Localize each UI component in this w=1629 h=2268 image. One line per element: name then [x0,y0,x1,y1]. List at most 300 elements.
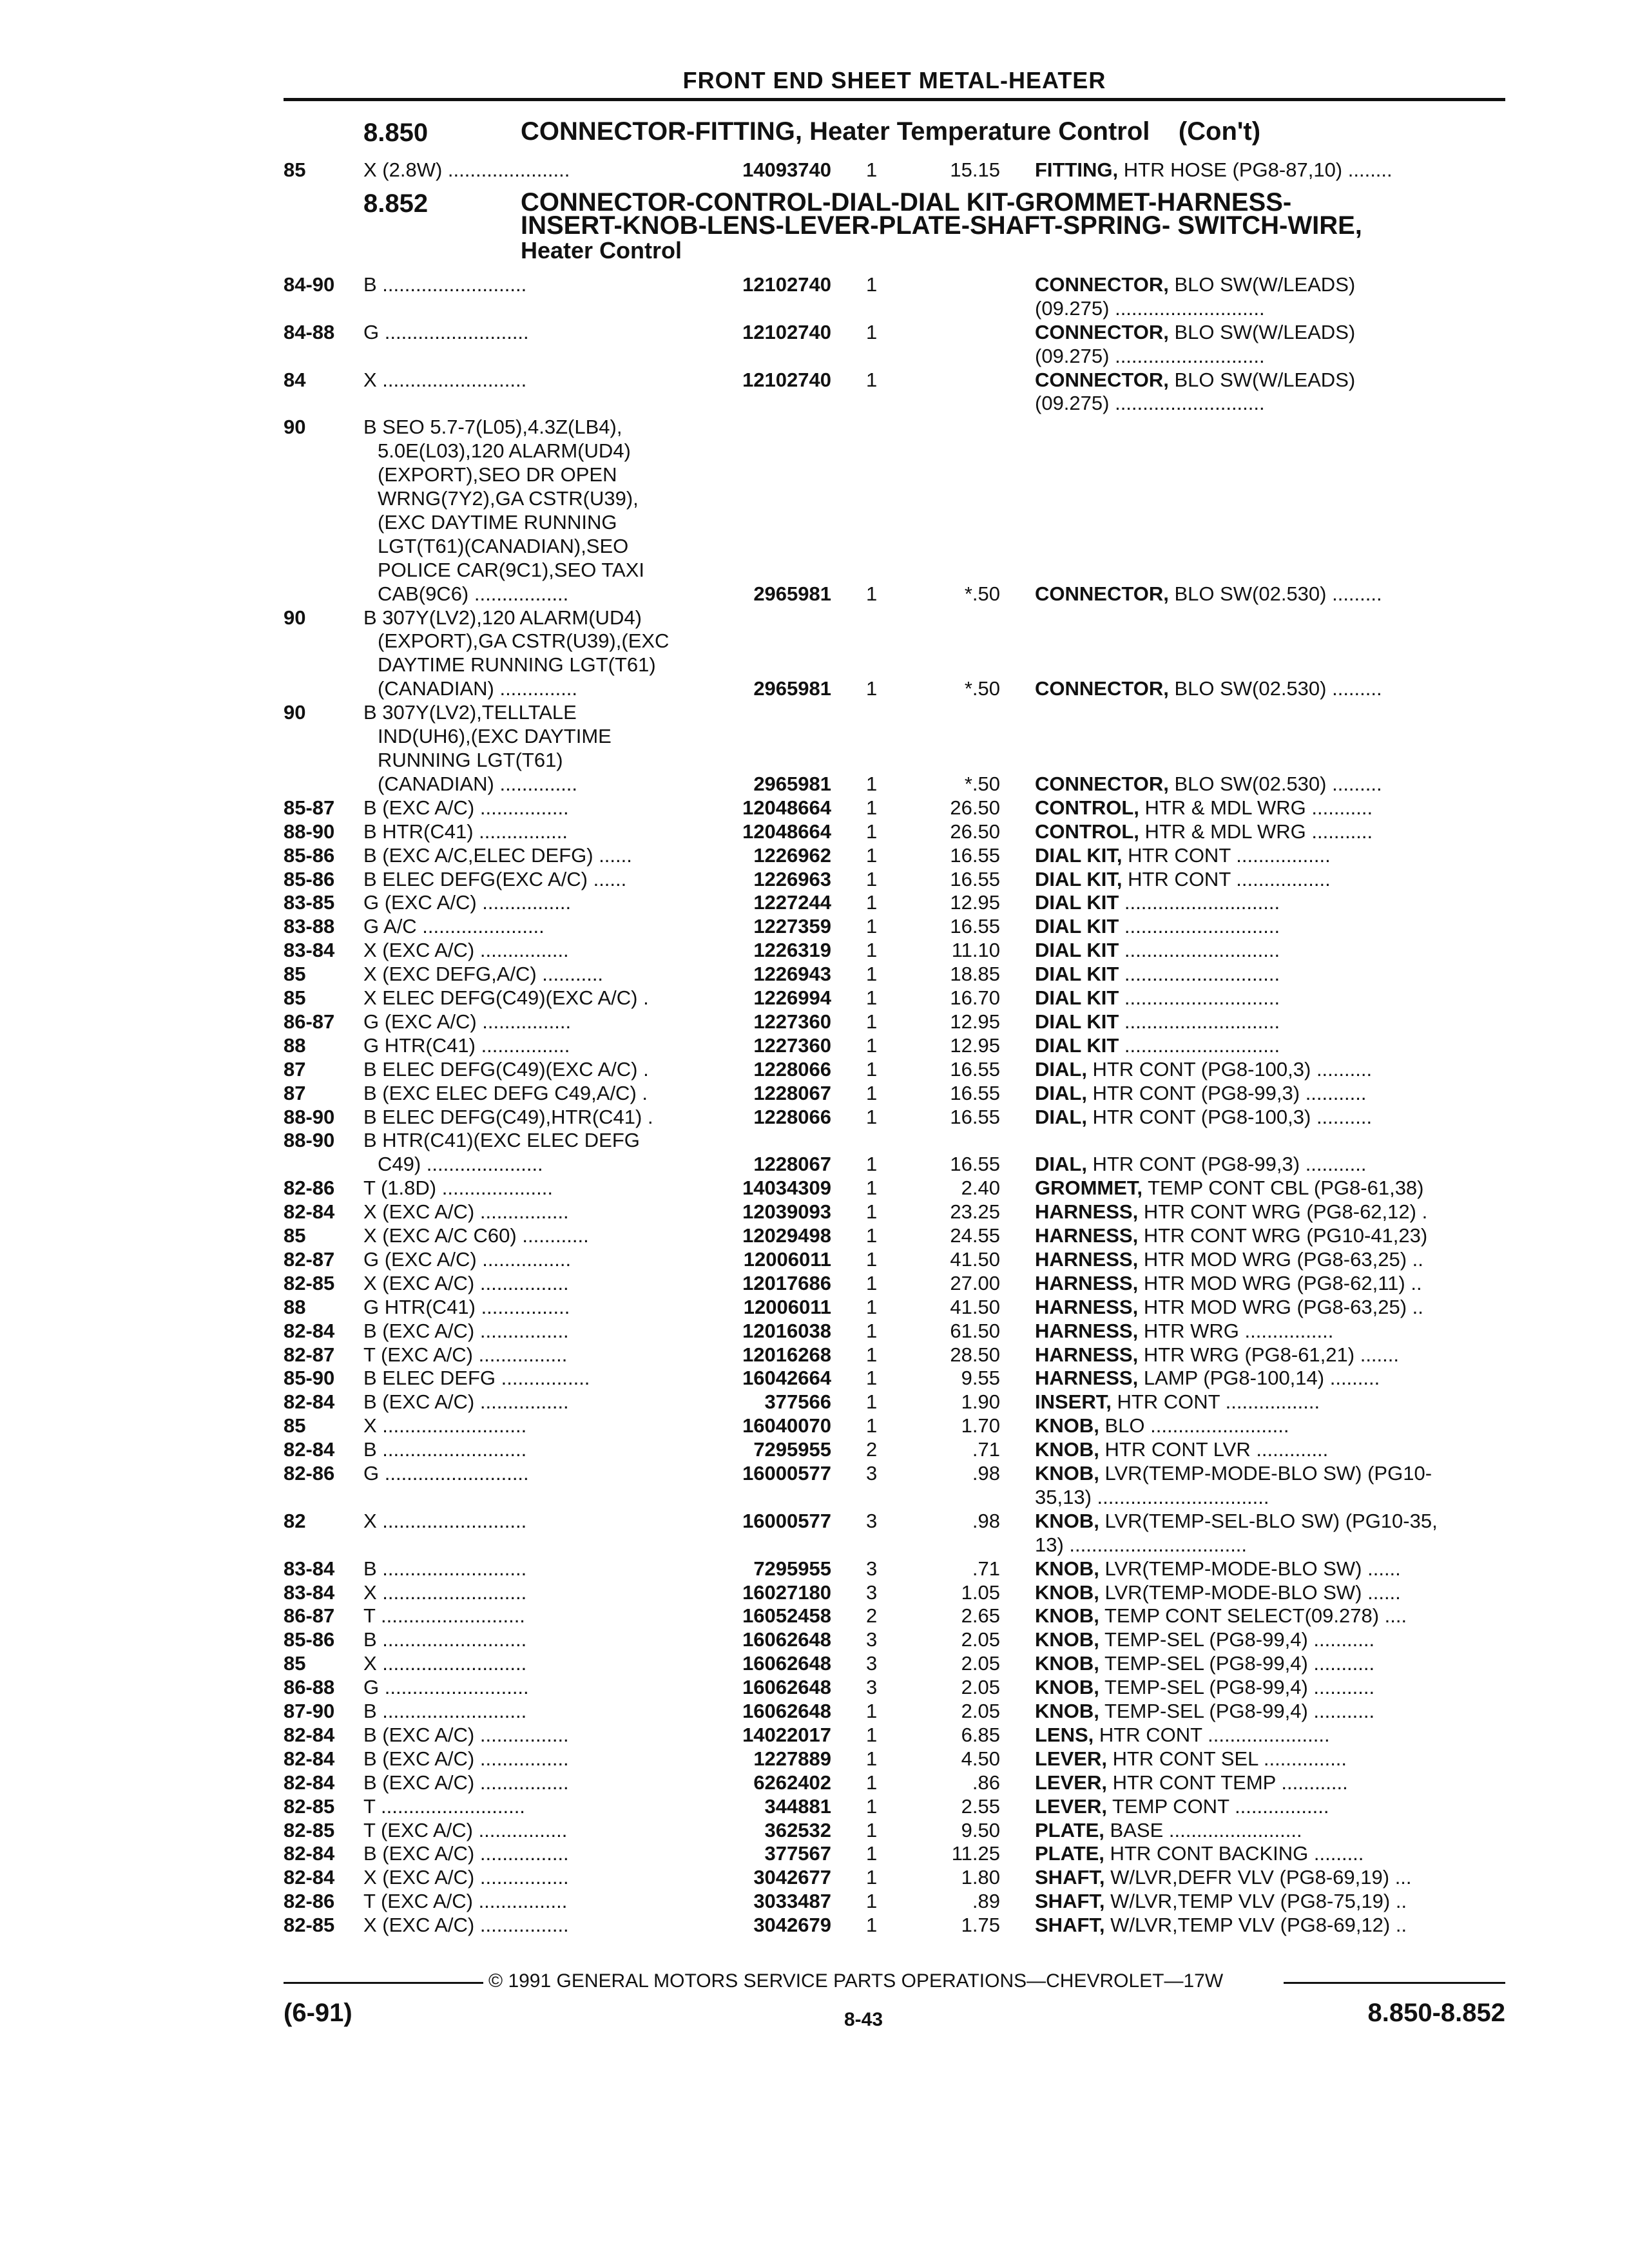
description [1035,820,1505,843]
part-number: 6262402 [753,1771,831,1794]
part-detail: ............................ [1119,1010,1280,1033]
part-detail: HTR CONT BACKING ......... [1104,1842,1364,1865]
part-detail: BLO SW(W/LEADS) [1168,273,1356,296]
part-number: 16062648 [742,1628,831,1651]
table-row [0,606,1629,702]
model-years: 82-84 [284,1723,335,1746]
quantity: 3 [866,1652,878,1675]
description [1035,1390,1505,1414]
model-years: 88-90 [284,1129,335,1152]
part-detail: HTR CONT WRG (PG8-62,12) . [1138,1200,1428,1224]
part-detail: ............................ [1119,963,1280,986]
part-number: 12102740 [742,273,831,296]
model-years: 83-84 [284,1557,335,1580]
application: X (2.8W) ...................... [363,159,570,181]
application: X (EXC A/C) ................ [363,1914,569,1937]
table-row [0,1320,1629,1343]
part-name: DIAL KIT [1035,1010,1119,1033]
description [1035,1153,1505,1176]
application: B .......................... [363,1628,527,1651]
application: B (EXC A/C) ................ [363,1390,569,1414]
quantity: 1 [866,820,878,843]
table-row [0,1557,1629,1581]
part-number: 16062648 [742,1652,831,1675]
table-row [0,159,1629,182]
table-row [0,915,1629,939]
part-detail: HTR WRG ................ [1138,1319,1334,1342]
part-detail: HTR CONT ................. [1122,867,1331,890]
description [1035,868,1505,891]
part-number: 2965981 [753,772,831,795]
table-row [0,796,1629,820]
part-detail: W/LVR,TEMP VLV (PG8-69,12) .. [1104,1914,1407,1937]
description [1035,321,1505,344]
table-row [0,1390,1629,1414]
description [1035,1010,1505,1033]
part-number: 2965981 [753,582,831,605]
section-number: 8.850 [363,119,429,147]
application: X (EXC A/C) ................ [363,1271,569,1294]
price: *.50 [964,677,1000,700]
table-row [0,1462,1629,1510]
part-detail: TEMP-SEL (PG8-99,4) ........... [1099,1652,1375,1675]
section-range: 8.850-8.852 [1367,1999,1505,2027]
model-years: 85 [284,1652,306,1675]
part-detail: HTR CONT LVR ............. [1099,1438,1329,1461]
quantity: 1 [866,1842,878,1865]
part-name: KNOB, [1035,1676,1099,1699]
quantity: 1 [866,1057,878,1081]
part-number: 16000577 [742,1462,831,1485]
description [1035,773,1505,796]
part-name: FITTING, [1035,159,1119,181]
part-name: DIAL KIT [1035,915,1119,938]
quantity: 1 [866,273,878,296]
part-name: DIAL KIT [1035,891,1119,914]
part-detail: BLO SW(W/LEADS) [1168,368,1356,391]
description [1035,1604,1505,1628]
part-number: 16062648 [742,1676,831,1699]
application: X .......................... [363,1652,527,1675]
table-row [0,1438,1629,1462]
application: G HTR(C41) ................ [363,1033,570,1057]
price: 26.50 [950,796,1000,819]
model-years: 82-87 [284,1343,335,1366]
part-detail: HTR CONT ...................... [1094,1723,1330,1746]
description [1035,1819,1505,1842]
description [1035,1890,1505,1913]
part-number: 16000577 [742,1509,831,1532]
part-number: 7295955 [753,1557,831,1580]
description [1035,1795,1505,1818]
quantity: 1 [866,1890,878,1913]
application: X .......................... [363,1581,527,1604]
table-row [0,1177,1629,1200]
description [1035,1914,1505,1937]
application: B (EXC A/C,ELEC DEFG) ...... [363,843,632,867]
part-detail: LVR(TEMP-MODE-BLO SW) ...... [1099,1557,1401,1580]
model-years: 82-85 [284,1794,335,1818]
price: *.50 [964,582,1000,605]
part-name: KNOB, [1035,1604,1099,1628]
part-name: GROMMET, [1035,1177,1143,1200]
part-detail: W/LVR,DEFR VLV (PG8-69,19) ... [1104,1866,1412,1889]
part-detail: BLO SW(02.530) ......... [1168,677,1382,700]
price: 16.55 [950,1057,1000,1081]
footer-rule-left [284,1982,483,1984]
part-detail: HTR CONT (PG8-99,3) ........... [1086,1081,1367,1104]
part-detail: W/LVR,TEMP VLV (PG8-75,19) .. [1104,1890,1407,1913]
part-detail: HTR MOD WRG (PG8-63,25) .. [1138,1295,1423,1318]
application: B (EXC A/C) ................ [363,1723,569,1746]
part-number: 1226963 [753,867,831,890]
part-name: CONTROL, [1035,820,1139,843]
part-detail: ............................ [1119,939,1280,962]
part-name: KNOB, [1035,1700,1099,1722]
quantity: 1 [866,1390,878,1414]
application: X .......................... [363,1509,527,1532]
section-continued: (Con't) [1178,117,1261,146]
part-name: SHAFT, [1035,1866,1105,1889]
model-years: 84-90 [284,273,335,296]
application: T (EXC A/C) ................ [363,1343,568,1366]
part-name: LEVER, [1035,1771,1107,1794]
description [1035,891,1505,914]
model-years: 85-86 [284,867,335,890]
description [1035,273,1505,296]
table-row [0,1700,1629,1724]
application: CAB(9C6) ................. [378,582,569,605]
quantity: 1 [866,1723,878,1746]
model-years: 90 [284,701,306,724]
application: B HTR(C41) ................ [363,820,568,843]
application-line: B SEO 5.7-7(L05),4.3Z(LB4), [363,416,622,439]
application: B .......................... [363,1700,527,1722]
part-detail: HTR WRG (PG8-61,21) ....... [1138,1343,1399,1366]
model-years: 82-87 [284,1247,335,1271]
quantity: 3 [866,1581,878,1604]
part-number: 12016038 [742,1319,831,1342]
part-detail: BLO ......................... [1099,1414,1289,1437]
quantity: 1 [866,1271,878,1294]
table-row [0,369,1629,416]
date-code: (6-91) [284,1999,352,2027]
description [1035,1082,1505,1105]
part-name: KNOB, [1035,1557,1099,1580]
part-detail: LAMP (PG8-100,14) ......... [1138,1367,1380,1390]
model-years: 82-86 [284,1177,335,1200]
quantity: 1 [866,1794,878,1818]
part-detail: LVR(TEMP-SEL-BLO SW) (PG10-35, [1099,1509,1438,1532]
part-detail: TEMP CONT SELECT(09.278) .... [1099,1604,1407,1628]
application-line: IND(UH6),(EXC DAYTIME [378,725,612,748]
part-name: HARNESS, [1035,1247,1139,1271]
price: 1.90 [961,1390,1000,1414]
part-number: 1226319 [753,939,831,962]
model-years: 82-86 [284,1462,335,1485]
quantity: 1 [866,159,878,181]
application: C49) ..................... [378,1153,543,1176]
model-years: 83-85 [284,891,335,914]
model-years: 88 [284,1033,306,1057]
price: .98 [972,1462,1000,1485]
application: B (EXC A/C) ................ [363,1747,569,1770]
part-name: DIAL, [1035,1081,1087,1104]
part-name: KNOB, [1035,1509,1099,1532]
table-row [0,1106,1629,1129]
application-line: WRNG(7Y2),GA CSTR(U39), [378,487,639,510]
part-name: HARNESS, [1035,1224,1139,1247]
part-name: CONNECTOR, [1035,320,1169,343]
price: 16.70 [950,986,1000,1009]
table-row [0,1082,1629,1106]
price: 28.50 [950,1343,1000,1366]
model-years: 85-86 [284,843,335,867]
table-row [0,1652,1629,1676]
model-years: 85 [284,159,306,181]
part-name: CONNECTOR, [1035,677,1169,700]
price: 61.50 [950,1319,1000,1342]
application-line: (EXC DAYTIME RUNNING [378,510,617,533]
application-line: 5.0E(L03),120 ALARM(UD4) [378,439,631,463]
part-number: 12102740 [742,320,831,343]
description [1035,1367,1505,1390]
model-years: 85-90 [284,1367,335,1390]
part-number: 2965981 [753,677,831,700]
part-number: 377566 [764,1390,831,1414]
price: 18.85 [950,963,1000,986]
table-row [0,1604,1629,1628]
part-number: 14034309 [742,1177,831,1200]
part-name: KNOB, [1035,1581,1099,1604]
table-row [0,1771,1629,1795]
part-name: KNOB, [1035,1628,1099,1651]
description [1035,1320,1505,1343]
part-number: 14022017 [742,1723,831,1746]
description [1035,1106,1505,1129]
model-years: 82-84 [284,1866,335,1889]
price: .71 [972,1557,1000,1580]
table-row [0,701,1629,796]
part-detail: BLO SW(02.530) ......... [1168,772,1382,795]
part-name: PLATE, [1035,1818,1104,1841]
price: 12.95 [950,891,1000,914]
description [1035,1510,1505,1533]
table-row [0,986,1629,1010]
part-number: 1226943 [753,963,831,986]
price: 16.55 [950,843,1000,867]
model-years: 85 [284,1414,306,1437]
model-years: 82 [284,1509,306,1532]
page-title: FRONT END SHEET METAL-HEATER [682,67,1106,93]
application-line: B 307Y(LV2),120 ALARM(UD4) [363,606,642,629]
price: 9.50 [961,1818,1000,1841]
copyright-notice: © 1991 GENERAL MOTORS SERVICE PARTS OPERATIONS—CHEVROLET—17W [488,1970,1224,1992]
price: *.50 [964,772,1000,795]
part-name: DIAL KIT [1035,939,1119,962]
quantity: 1 [866,1247,878,1271]
quantity: 1 [866,368,878,391]
model-years: 90 [284,606,306,629]
part-detail: TEMP-SEL (PG8-99,4) ........... [1099,1700,1375,1722]
table-row [0,1914,1629,1937]
application: (CANADIAN) .............. [378,677,578,700]
application: B (EXC ELEC DEFG C49,A/C) . [363,1081,648,1104]
model-years: 84-88 [284,320,335,343]
part-detail: HTR CONT (PG8-100,3) .......... [1086,1105,1373,1128]
part-detail: HTR CONT ................. [1122,843,1331,867]
part-number: 14093740 [742,159,831,181]
application: G .......................... [363,320,529,343]
description [1035,1628,1505,1651]
part-name: HARNESS, [1035,1295,1139,1318]
quantity: 1 [866,1295,878,1318]
price: 16.55 [950,915,1000,938]
price: 1.05 [961,1581,1000,1604]
price: 11.25 [951,1842,1000,1865]
model-years: 86-87 [284,1604,335,1628]
quantity: 1 [866,1105,878,1128]
price: 2.65 [961,1604,1000,1628]
price: 1.80 [961,1866,1000,1889]
quantity: 1 [866,1866,878,1889]
price: 2.05 [961,1652,1000,1675]
quantity: 1 [866,843,878,867]
part-detail: HTR & MDL WRG ........... [1139,820,1373,843]
part-detail: ............................ [1119,1033,1280,1057]
section-8-852-heading [363,189,1505,267]
part-name: DIAL KIT, [1035,867,1123,890]
table-row [0,273,1629,321]
quantity: 3 [866,1509,878,1532]
part-number: 12006011 [743,1295,831,1318]
application: B ELEC DEFG(C49)(EXC A/C) . [363,1057,649,1081]
part-number: 1228067 [753,1081,831,1104]
part-detail: HTR MOD WRG (PG8-63,25) .. [1138,1247,1423,1271]
model-years: 83-84 [284,939,335,962]
part-detail: HTR CONT ................. [1111,1390,1320,1414]
quantity: 1 [866,1771,878,1794]
model-years: 85 [284,963,306,986]
quantity: 3 [866,1557,878,1580]
part-number: 1228067 [753,1153,831,1176]
table-row [0,1747,1629,1771]
part-number: 12006011 [743,1247,831,1271]
application: G A/C ...................... [363,915,545,938]
application-line: POLICE CAR(9C1),SEO TAXI [378,558,645,581]
quantity: 1 [866,1319,878,1342]
table-row [0,1890,1629,1914]
application: X (EXC A/C C60) ............ [363,1224,589,1247]
application: T .......................... [363,1604,525,1628]
price: 12.95 [950,1033,1000,1057]
price: 27.00 [950,1271,1000,1294]
quantity: 1 [866,772,878,795]
price: 15.15 [950,159,1000,181]
part-detail: LVR(TEMP-MODE-BLO SW) (PG10- [1099,1462,1432,1485]
model-years: 82-85 [284,1818,335,1841]
section-subtitle: Heater Control [521,237,682,264]
description [1035,1224,1505,1247]
part-number: 16040070 [742,1414,831,1437]
description [1035,915,1505,938]
table-row [0,868,1629,892]
description [1035,1771,1505,1794]
description [1035,582,1505,606]
application: X ELEC DEFG(C49)(EXC A/C) . [363,986,649,1009]
table-row [0,1129,1629,1177]
part-number: 1227360 [753,1010,831,1033]
quantity: 1 [866,1914,878,1937]
part-name: SHAFT, [1035,1890,1105,1913]
model-years: 88-90 [284,820,335,843]
quantity: 1 [866,1033,878,1057]
part-number: 3042677 [753,1866,831,1889]
application: B .......................... [363,1438,527,1461]
quantity: 1 [866,1081,878,1104]
description [1035,1462,1505,1485]
table-row [0,1010,1629,1034]
table-row [0,1296,1629,1320]
part-detail: BASE ........................ [1104,1818,1302,1841]
application: B (EXC A/C) ................ [363,1771,569,1794]
part-name: CONNECTOR, [1035,273,1169,296]
part-name: HARNESS, [1035,1319,1139,1342]
description [1035,844,1505,867]
model-years: 83-88 [284,915,335,938]
part-number: 12048664 [742,820,831,843]
part-detail: TEMP CONT CBL (PG8-61,38) [1142,1177,1424,1200]
quantity: 3 [866,1462,878,1485]
price: 16.55 [950,867,1000,890]
model-years: 85-87 [284,796,335,819]
price: 2.05 [961,1628,1000,1651]
quantity: 1 [866,939,878,962]
description [1035,159,1505,182]
description [1035,1058,1505,1081]
part-detail: ............................ [1119,915,1280,938]
part-number: 1228066 [753,1105,831,1128]
part-name: DIAL KIT, [1035,843,1123,867]
price: 11.10 [951,939,1000,962]
model-years: 88 [284,1295,306,1318]
application: G HTR(C41) ................ [363,1295,570,1318]
description [1035,1724,1505,1747]
part-detail: HTR CONT SEL ............... [1106,1747,1347,1770]
model-years: 82-85 [284,1271,335,1294]
quantity: 1 [866,796,878,819]
part-name: HARNESS, [1035,1343,1139,1366]
description [1035,986,1505,1010]
model-years: 82-84 [284,1319,335,1342]
table-row [0,1248,1629,1272]
price: 9.55 [961,1367,1000,1390]
table-row [0,963,1629,986]
quantity: 3 [866,1628,878,1651]
description [1035,1272,1505,1295]
model-years: 88-90 [284,1105,335,1128]
part-detail: TEMP CONT ................. [1106,1794,1329,1818]
application: G (EXC A/C) ................ [363,891,572,914]
model-years: 86-87 [284,1010,335,1033]
price: .71 [972,1438,1000,1461]
quantity: 1 [866,1010,878,1033]
application: X (EXC DEFG,A/C) ........... [363,963,604,986]
price: 1.75 [961,1914,1000,1937]
part-name: CONNECTOR, [1035,368,1169,391]
part-number: 1226994 [753,986,831,1009]
part-number: 1226962 [753,843,831,867]
